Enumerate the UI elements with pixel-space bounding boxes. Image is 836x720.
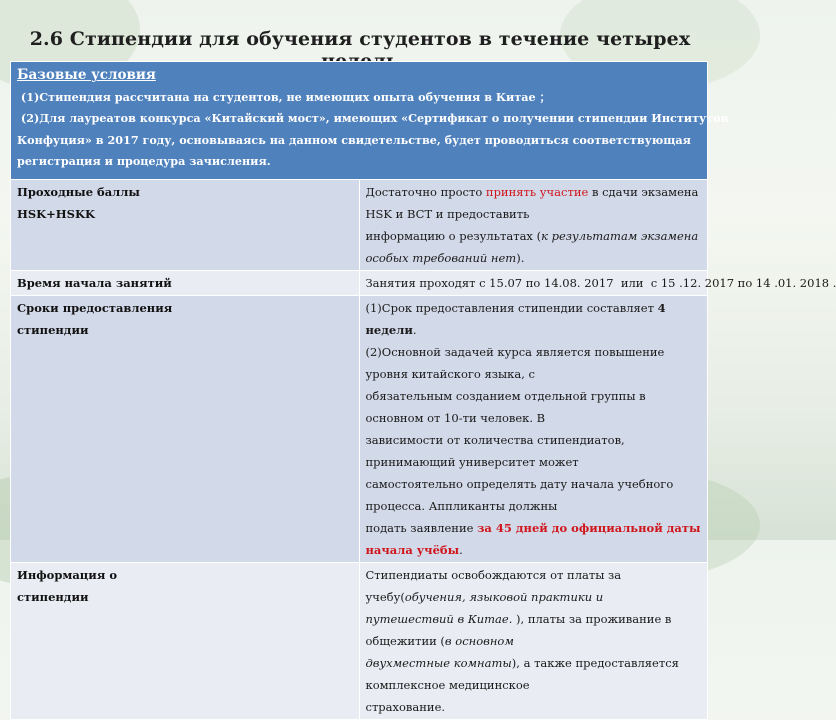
value-text: информацию о результатах (	[365, 228, 542, 243]
value-text: в сдачи экзамена HSK и BCT и предоставить	[365, 184, 699, 221]
row-label	[11, 179, 360, 270]
table-row	[11, 179, 708, 270]
label-text: Проходные баллы	[17, 184, 140, 199]
value-text: .	[459, 542, 463, 557]
value-text: Занятия проходят с 15.07 по 14.08. 2017 или с 15 .12. 2017 по 14 .01. 2018 .	[365, 275, 836, 290]
value-line	[366, 652, 702, 696]
label-text: Сроки предоставления	[17, 300, 173, 315]
italic-text: путешествий в Китае.	[365, 611, 513, 626]
value-line	[366, 564, 702, 608]
value-text: ).	[516, 250, 525, 265]
italic-text: обучения, языковой практики и	[404, 589, 604, 604]
value-line	[366, 297, 702, 341]
value-line	[366, 181, 702, 225]
label-text: стипендии	[17, 322, 89, 337]
value-text: Достаточно просто	[365, 184, 486, 199]
bold-text: 4 недели	[365, 300, 666, 337]
row-label	[11, 270, 360, 295]
header-line: Конфуция» в 2017 году, основываясь на данном свидетельстве, будет проводиться соответствующая	[17, 132, 691, 147]
value-line	[366, 517, 702, 561]
slide-title: 2.6 Стипендии для обучения студентов в течение четырех	[29, 28, 691, 50]
row-value	[359, 562, 708, 719]
header-cell	[11, 62, 729, 180]
table-row	[11, 270, 708, 295]
header-line: (2)Для лауреатов конкурса «Китайский мост», имеющих «Сертификат о получении стипендии Институтов	[17, 111, 729, 125]
row-value	[359, 179, 708, 270]
italic-text: к результатам экзамена особых требований нет	[365, 228, 699, 265]
highlight-text: принять участие	[485, 184, 589, 199]
scholarship-table	[10, 61, 836, 720]
value-text: страхование.	[365, 699, 446, 714]
value-text: ), платы за проживание в общежитии (	[365, 611, 672, 648]
value-text: (2)Основной задачей курса является повышение уровня китайского языка, с	[365, 344, 665, 381]
header-line: регистрация и процедура зачисления.	[17, 154, 271, 168]
row-value	[359, 270, 836, 295]
label-text: Время начала занятий	[17, 275, 172, 290]
value-text: зависимости от количества стипендиатов, принимающий университет может	[365, 432, 625, 469]
table-row	[11, 562, 708, 719]
value-text: Стипендиаты освобождаются от платы за учебу(	[365, 567, 622, 604]
header-title: Базовые условия	[17, 67, 156, 83]
row-value	[359, 295, 708, 562]
label-text: Информация о	[17, 567, 118, 582]
label-text: HSK+HSKK	[17, 206, 95, 221]
italic-text: двухместные комнаты	[365, 655, 512, 670]
value-text: подать заявление	[365, 520, 478, 535]
header-line: (1)Стипендия рассчитана на студентов, не имеющих опыта обучения в Китае ；	[17, 89, 551, 104]
value-text: ), а также предоставляется комплексное медицинское	[365, 655, 679, 692]
value-text: обязательным созданием отдельной группы в основном от 10-ти человек. В	[365, 388, 646, 425]
value-text: (1)Срок предоставления стипендии составляет	[365, 300, 658, 315]
row-label	[11, 295, 360, 562]
value-line	[366, 608, 702, 652]
value-text: самостоятельно определять дату начала учебного процесса. Аппликанты должны	[365, 476, 674, 513]
highlight-text: за 45 дней до официальной даты начала учёбы	[365, 520, 701, 557]
table-row	[11, 295, 708, 562]
label-text: стипендии	[17, 589, 89, 604]
header-row	[11, 62, 708, 180]
italic-text: в основном	[444, 633, 514, 648]
row-label	[11, 562, 360, 719]
value-line	[366, 225, 702, 269]
value-text: .	[412, 322, 417, 337]
